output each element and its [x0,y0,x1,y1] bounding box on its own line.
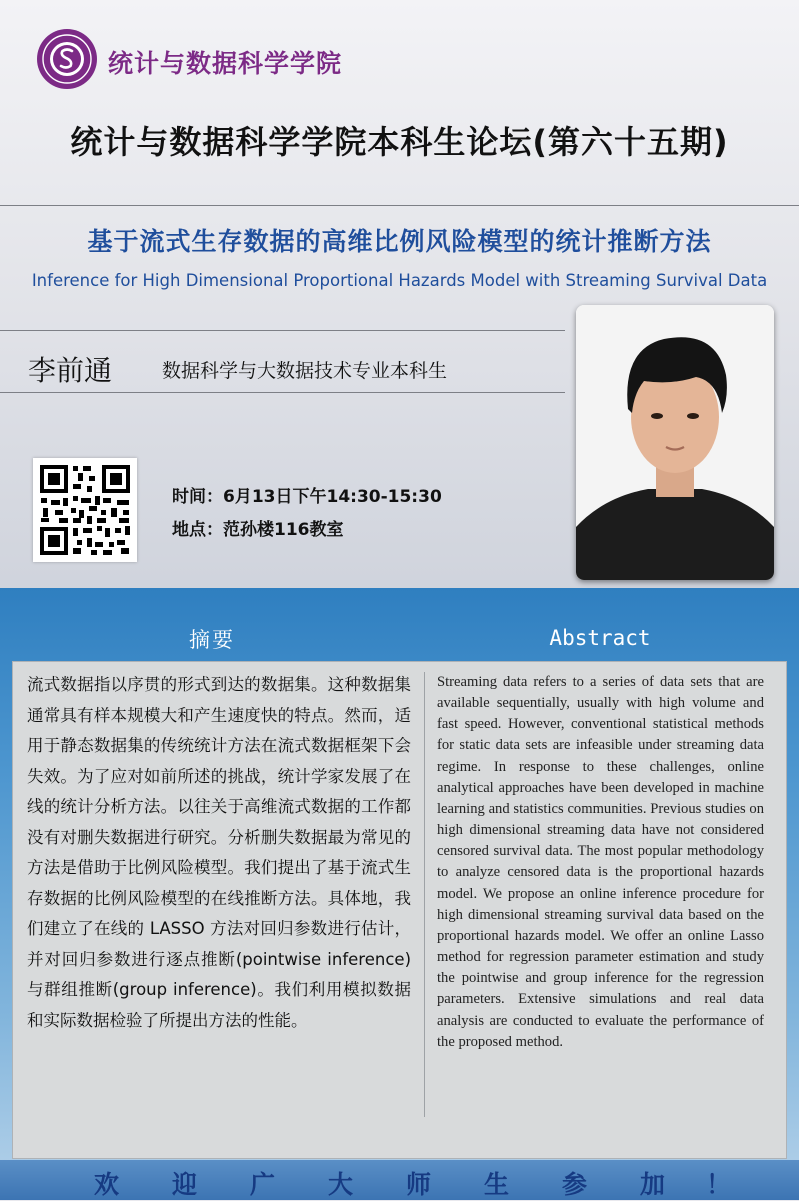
welcome-char: 欢 [94,1170,120,1199]
divider-line [0,392,565,393]
abstract-panel [12,661,787,1159]
welcome-char: 生 [484,1170,510,1199]
school-name: 统计与数据科学学院 [108,49,343,78]
speaker-major: 数据科学与大数据技术专业本科生 [162,360,448,382]
abstract-text-cn: 流式数据指以序贯的形式到达的数据集。这种数据集通常具有样本规模大和产生速度快的特点。然而，适用于静态数据集的传统统计方法在流式数据框架下会失效。为了应对如前所述的挑战，统计学家发展了在线的统计分析方法。以往关于高维流式数据的工作都没有对删失数据进行研究。分析删失数据最为常见的方法是借助于比例风险模型。我们提出了基于流式生存数据的比例风险模型的在线推断方法。具体地，我们建立了在线的 LASSO 方法对回归参数进行估计，并对回归参数进行逐点推断(pointwise inference)与群组推断(group inference)。我们利用模拟数据和实际数据检验了所提出方法的性能。 [27,675,411,1030]
abstract-divider [424,672,425,1117]
event-place: 地点：范孙楼116教室 [172,520,344,540]
divider-line [0,205,799,206]
welcome-char: 加 [640,1170,666,1199]
speaker-photo [576,305,774,580]
divider-line [0,330,565,331]
welcome-char: 大 [328,1170,354,1199]
welcome-char: 迎 [172,1170,198,1199]
abstract-heading-cn: 摘要 [189,628,235,652]
welcome-char: ！ [706,1170,732,1199]
qr-code-icon [33,458,137,562]
abstract-text-en: Streaming data refers to a series of data sets that are available sequentially, usually with high volume and fast speed. However, conventional statistical methods for static data sets are infeasible under streaming data regime. In response to these challenges, online analytical approaches have been developed in machine learning and statistics communities. Previous studies on high dimensional streaming data have not considered censored survival data. The most popular methodology to analyze censored data is the proportional hazards model. We propose an online inference procedure for high dimensional streaming survival data based on the proportional hazards model. We offer an online Lasso method for regression parameter estimation and study the pointwise and group inference for the regression parameters. Extensive simulations and real data analysis are conducted to evaluate the performance of the proposed method. [437,674,764,1050]
welcome-char: 师 [406,1170,432,1199]
welcome-banner [0,1160,799,1200]
speaker-name: 李前通 [28,354,113,387]
school-seal-icon [36,28,98,90]
talk-title-cn: 基于流式生存数据的高维比例风险模型的统计推断方法 [87,227,712,256]
welcome-char: 参 [562,1170,588,1199]
talk-title-en: Inference for High Dimensional Proportional Hazards Model with Streaming Survival Data [31,271,768,290]
abstract-heading-en: Abstract [549,626,651,650]
forum-title: 统计与数据科学学院本科生论坛(第六十五期) [70,123,729,161]
event-time: 时间：6月13日下午14:30-15:30 [172,487,442,507]
welcome-char: 广 [250,1170,276,1199]
